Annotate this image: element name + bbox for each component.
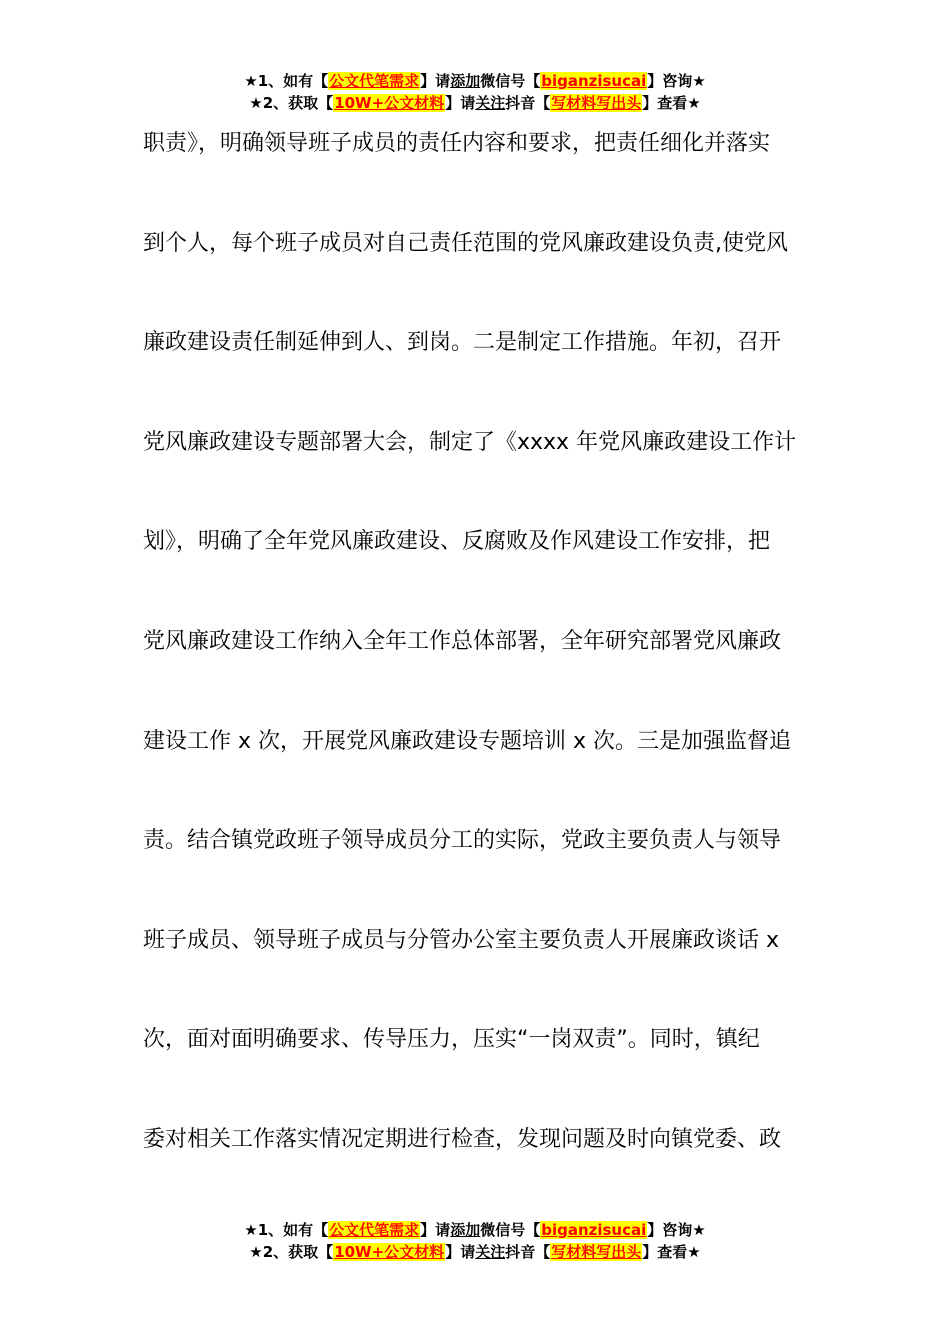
banner-line-2: ★2、获取【10W+公文材料】请关注抖音【写材料写出头】查看★ [249, 1243, 701, 1261]
body-line: 次，面对面明确要求、传导压力，压实“一岗双责”。同时，镇纪 [143, 1027, 760, 1053]
body-line: 党风廉政建设工作纳入全年工作总体部署，全年研究部署党风廉政 [143, 628, 782, 654]
document-body [143, 119, 807, 1215]
highlight-wechat-id: biganzisucai [541, 72, 647, 90]
body-line: 廉政建设责任制延伸到人、到岗。二是制定工作措施。年初，召开 [143, 330, 782, 356]
highlight-wechat-id: biganzisucai [541, 1221, 647, 1239]
banner-line-1: ★1、如有【公文代笔需求】请添加微信号【biganzisucai】咨询★ [244, 1221, 706, 1239]
body-line: 到个人，每个班子成员对自己责任范围的党风廉政建设负责,使党风 [143, 230, 788, 256]
body-line: 责。结合镇党政班子领导成员分工的实际，党政主要负责人与领导 [143, 828, 782, 854]
body-line: 建设工作 x 次，开展党风廉政建设专题培训 x 次。三是加强监督追 [143, 728, 792, 754]
footer-banner [0, 1219, 950, 1263]
highlight-douyin-account: 写材料写出头 [551, 94, 642, 112]
body-line: 委对相关工作落实情况定期进行检查，发现问题及时向镇党委、政 [143, 1126, 782, 1152]
header-banner [0, 70, 950, 114]
body-line: 职责》，明确领导班子成员的责任内容和要求，把责任细化并落实 [143, 131, 771, 156]
body-line: 班子成员、领导班子成员与分管办公室主要负责人开展廉政谈话 x [143, 927, 780, 953]
banner-line-1: ★1、如有【公文代笔需求】请添加微信号【biganzisucai】咨询★ [244, 72, 706, 90]
body-line: 划》，明确了全年党风廉政建设、反腐败及作风建设工作安排，把 [143, 529, 771, 555]
highlight-service: 公文代笔需求 [329, 1221, 420, 1239]
body-line: 党风廉政建设专题部署大会，制定了《xxxx 年党风廉政建设工作计 [143, 429, 797, 455]
highlight-douyin-account: 写材料写出头 [551, 1243, 642, 1261]
highlight-service: 公文代笔需求 [329, 72, 420, 90]
highlight-materials: 10W+公文材料 [334, 94, 445, 112]
banner-line-2: ★2、获取【10W+公文材料】请关注抖音【写材料写出头】查看★ [249, 94, 701, 112]
highlight-materials: 10W+公文材料 [334, 1243, 445, 1261]
